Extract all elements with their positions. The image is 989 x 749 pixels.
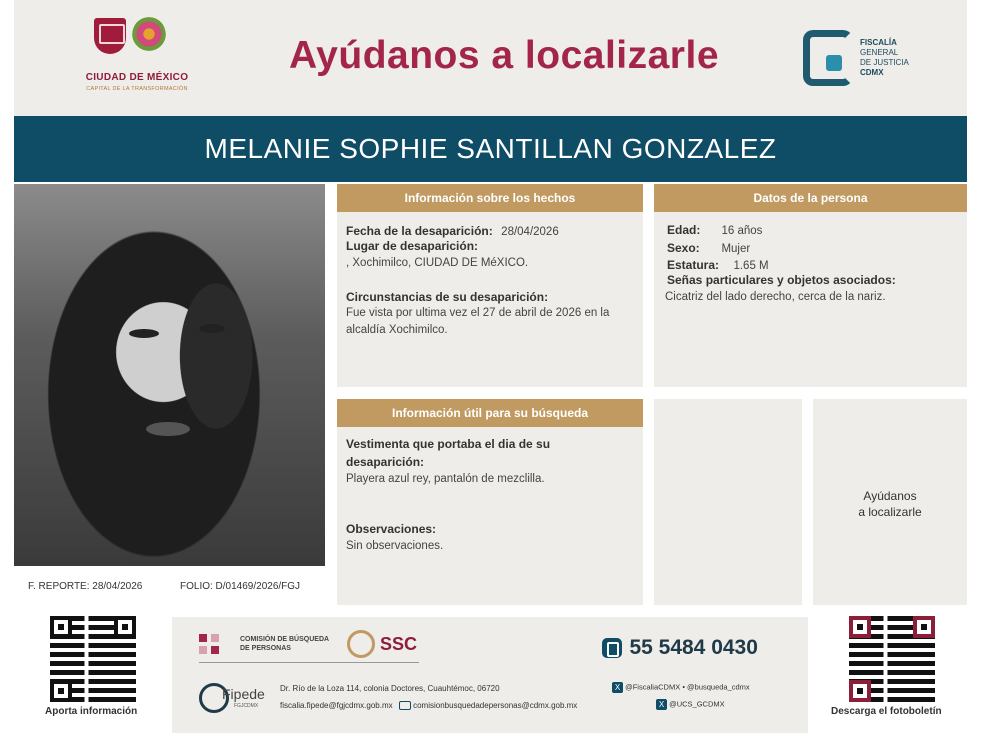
comision-line-1: COMISIÓN DE BÚSQUEDA	[240, 636, 330, 643]
fgj-line-1: FISCALÍA	[860, 38, 897, 47]
observations-label: Observaciones:	[346, 522, 437, 536]
search-info-panel	[337, 399, 643, 605]
fipede-sub: FGJCDMX	[234, 703, 259, 709]
circumstances-value-2: alcaldía Xochimilco.	[346, 324, 448, 336]
clothing-label-2: desaparición:	[346, 455, 425, 469]
fgj-line-4: CDMX	[860, 68, 884, 77]
phone-number[interactable]: 55 5484 0430	[629, 636, 758, 659]
help-line-2: a localizarle	[858, 505, 922, 519]
facts-panel	[337, 184, 643, 387]
facts-heading: Información sobre los hechos	[337, 184, 643, 212]
qr-left-label: Aporta información	[45, 706, 138, 717]
person-data-heading: Datos de la persona	[654, 184, 967, 212]
phone-icon	[602, 638, 622, 658]
comision-line-2: DE PERSONAS	[240, 645, 291, 652]
height-label: Estatura:	[667, 258, 720, 272]
social-busqueda[interactable]: @busqueda_cdmx	[687, 682, 750, 692]
marks-value: Cicatriz del lado derecho, cerca de la nariz.	[665, 291, 886, 303]
cdmx-subtitle: CAPITAL DE LA TRANSFORMACIÓN	[86, 86, 188, 92]
comision-icon	[199, 634, 231, 656]
email-comision[interactable]: comisionbusquedadepersonas@cdmx.gob.mx	[413, 701, 578, 710]
age-label: Edad:	[667, 223, 701, 237]
page-title: Ayúdanos a localizarle	[288, 34, 720, 77]
fipede-name: Fipede	[222, 686, 265, 702]
observations-value: Sin observaciones.	[346, 540, 444, 552]
fgj-line-2: GENERAL	[860, 48, 899, 57]
height-value: 1.65 M	[733, 260, 769, 272]
fgj-logo-icon	[803, 30, 853, 86]
social-ucs[interactable]: @UCS_GCDMX	[669, 699, 725, 709]
clothing-value: Playera azul rey, pantalón de mezclilla.	[346, 473, 545, 485]
social-fiscalia[interactable]: @FiscaliaCDMX	[625, 682, 681, 692]
qr-code-left[interactable]	[50, 616, 136, 702]
marks-label: Señas particulares y objetos asociados:	[667, 273, 896, 287]
address: Dr. Río de la Loza 114, colonia Doctores, Cuauhtémoc, 06720	[280, 684, 500, 693]
cdmx-flower-icon	[132, 16, 166, 56]
person-data-panel	[654, 184, 967, 387]
person-name-bar	[14, 116, 967, 182]
disappearance-place-value: , Xochimilco, CIUDAD DE MéXICO.	[346, 257, 529, 269]
disappearance-place-label: Lugar de desaparición:	[346, 239, 479, 253]
report-folio: FOLIO: D/01469/2026/FGJ	[180, 581, 301, 592]
circumstances-label: Circunstancias de su desaparición:	[346, 290, 549, 304]
cdmx-shield-icon	[94, 18, 126, 54]
phone-row[interactable]	[602, 636, 758, 660]
blank-panel	[654, 399, 802, 605]
clothing-label-1: Vestimenta que portaba el dia de su	[346, 437, 551, 451]
x-social-icon-2: X	[656, 699, 667, 710]
disappearance-date-label: Fecha de la desaparición:	[346, 224, 493, 238]
search-info-heading: Información útil para su búsqueda	[337, 399, 643, 427]
cdmx-name: CIUDAD DE MÉXICO	[85, 72, 189, 83]
email-fipede[interactable]: fiscalia.fipede@fgjcdmx.gob.mx	[280, 701, 393, 710]
contact-footer: COMISIÓN DE BÚSQUEDA DE PERSONAS SSC 55 5484 0430 Fipede FGJCDMX Dr. Río de la Loza 114, colonia Doctores, Cuauhtémoc, 06720 fiscalia.fipede@fgjcdmx.gob.mx comisionbusquedadepersonas@cdmx.gob.mx X @FiscaliaCDMX • @busqueda_cdmx X @UCS_GCDMX	[172, 617, 808, 733]
qr-code-right[interactable]	[849, 616, 935, 702]
mail-icon	[399, 701, 411, 710]
circumstances-value-1: Fue vista por ultima vez el 27 de abril de 2026 en la	[346, 307, 610, 319]
fgj-line-3: DE JUSTICIA	[860, 58, 909, 67]
help-panel	[813, 399, 967, 605]
qr-right-label: Descarga el fotoboletín	[831, 706, 942, 717]
ssc-badge-icon	[347, 630, 375, 658]
person-photo	[14, 184, 325, 566]
disappearance-date-value: 28/04/2026	[501, 226, 559, 238]
x-social-icon: X	[612, 682, 623, 693]
sex-value: Mujer	[721, 243, 751, 255]
person-name: MELANIE SOPHIE SANTILLAN GONZALEZ	[204, 133, 777, 164]
ssc-label: SSC	[380, 634, 418, 654]
report-date: F. REPORTE: 28/04/2026	[28, 581, 143, 592]
sex-label: Sexo:	[667, 241, 700, 255]
help-line-1: Ayúdanos	[863, 489, 917, 503]
age-value: 16 años	[721, 225, 763, 237]
fgj-logo-text	[860, 38, 909, 78]
